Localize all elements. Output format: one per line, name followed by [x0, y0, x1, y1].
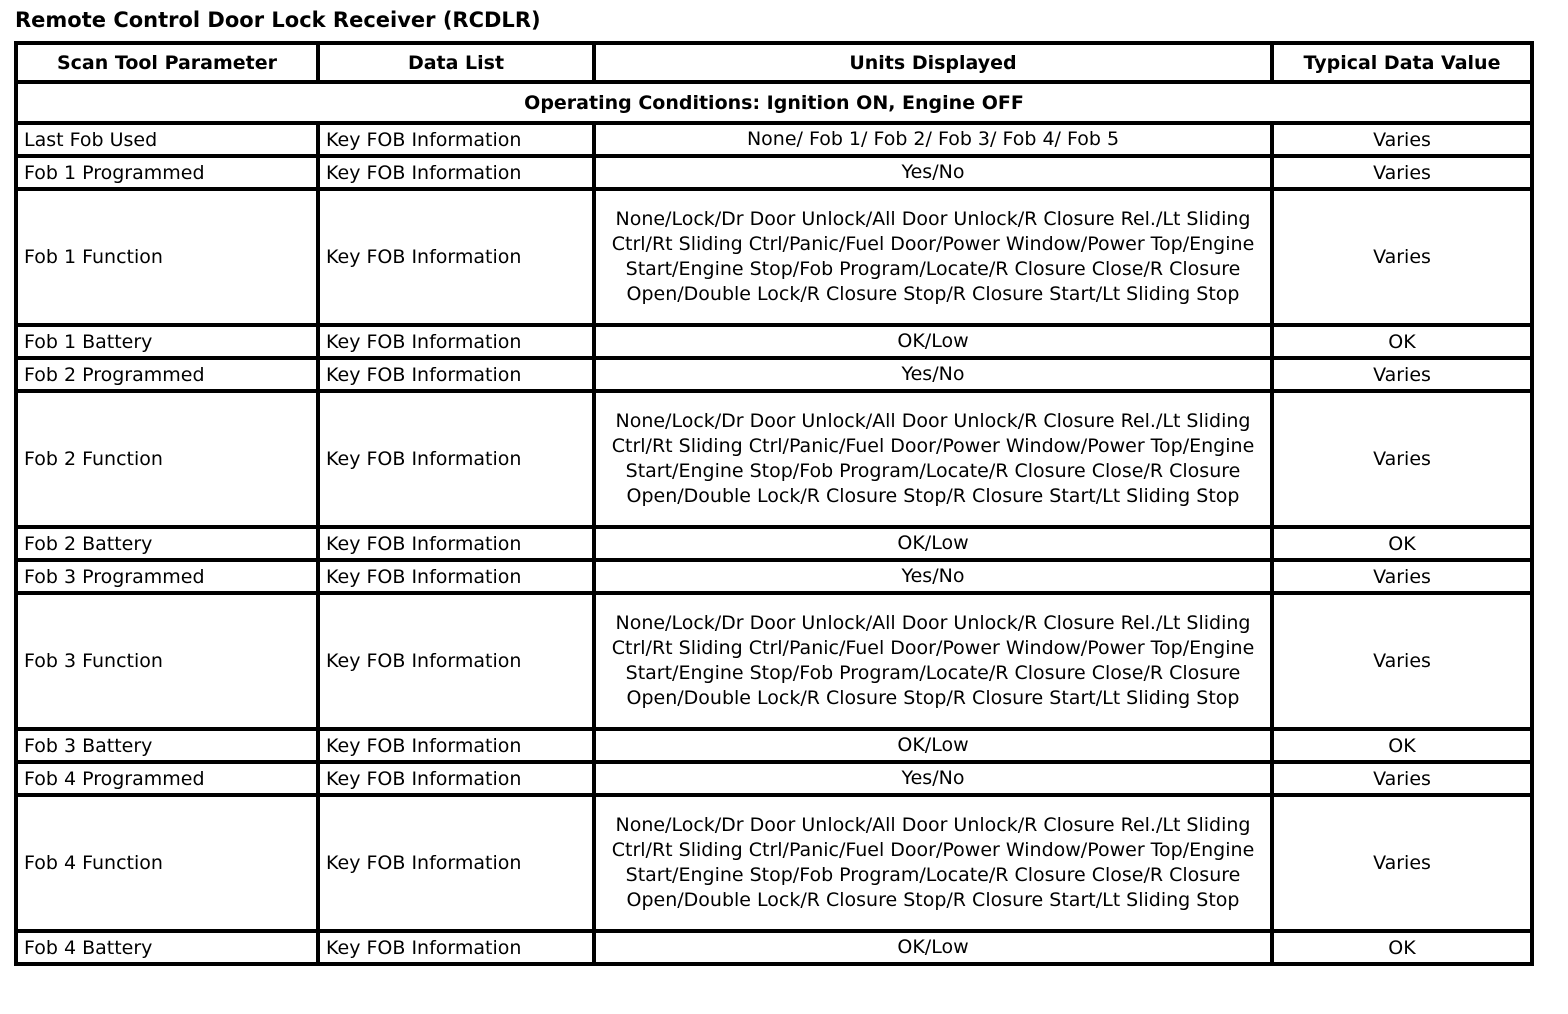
cell-scan-tool-parameter: Fob 4 Function [16, 795, 318, 931]
table-row [16, 325, 1532, 358]
cell-data-list: Key FOB Information [318, 156, 594, 189]
cell-units-displayed [594, 593, 1272, 729]
cell-data-list: Key FOB Information [318, 729, 594, 762]
table-row [16, 931, 1532, 964]
column-header-scan-tool-parameter: Scan Tool Parameter [16, 43, 318, 82]
table-header-row [16, 43, 1532, 82]
cell-units-displayed-text: Yes/No [901, 565, 965, 587]
cell-typical-data-value: Varies [1272, 560, 1532, 593]
cell-scan-tool-parameter: Last Fob Used [16, 123, 318, 156]
cell-units-displayed-text: Yes/No [901, 161, 965, 183]
cell-scan-tool-parameter: Fob 2 Programmed [16, 358, 318, 391]
cell-units-displayed [594, 795, 1272, 931]
column-header-typical-data-value: Typical Data Value [1272, 43, 1532, 82]
table-row [16, 189, 1532, 325]
table-row [16, 156, 1532, 189]
cell-units-displayed-text: None/Lock/Dr Door Unlock/All Door Unlock/R Closure Rel./Lt Sliding Ctrl/Rt Sliding Ctrl/Panic/Fuel Door/Power Window/Power Top/Engine Start/Engine Stop/Fob Program/Locate/R Closure Close/R Closure Open/Double Lock/R Closure Stop/R Closure Start/Lt Sliding Stop [611, 410, 1255, 507]
cell-data-list: Key FOB Information [318, 325, 594, 358]
cell-scan-tool-parameter: Fob 3 Function [16, 593, 318, 729]
rcdlr-parameter-table [14, 41, 1534, 966]
cell-units-displayed-text: Yes/No [901, 767, 965, 789]
cell-scan-tool-parameter: Fob 2 Battery [16, 527, 318, 560]
cell-scan-tool-parameter: Fob 4 Battery [16, 931, 318, 964]
cell-data-list: Key FOB Information [318, 795, 594, 931]
cell-units-displayed-text: OK/Low [897, 734, 969, 756]
cell-data-list: Key FOB Information [318, 931, 594, 964]
cell-units-displayed [594, 527, 1272, 560]
cell-scan-tool-parameter: Fob 3 Battery [16, 729, 318, 762]
cell-units-displayed-text: OK/Low [897, 330, 969, 352]
table-row [16, 729, 1532, 762]
cell-scan-tool-parameter: Fob 4 Programmed [16, 762, 318, 795]
cell-typical-data-value: Varies [1272, 762, 1532, 795]
cell-typical-data-value: Varies [1272, 123, 1532, 156]
cell-units-displayed [594, 931, 1272, 964]
table-header [16, 43, 1532, 123]
operating-conditions-text: Operating Conditions: Ignition ON, Engine OFF [16, 82, 1532, 123]
cell-data-list: Key FOB Information [318, 560, 594, 593]
cell-scan-tool-parameter: Fob 3 Programmed [16, 560, 318, 593]
operating-conditions-row [16, 82, 1532, 123]
cell-data-list: Key FOB Information [318, 391, 594, 527]
cell-scan-tool-parameter: Fob 1 Battery [16, 325, 318, 358]
cell-typical-data-value: OK [1272, 931, 1532, 964]
table-row [16, 762, 1532, 795]
cell-units-displayed-text: None/Lock/Dr Door Unlock/All Door Unlock/R Closure Rel./Lt Sliding Ctrl/Rt Sliding Ctrl/Panic/Fuel Door/Power Window/Power Top/Engine Start/Engine Stop/Fob Program/Locate/R Closure Close/R Closure Open/Double Lock/R Closure Stop/R Closure Start/Lt Sliding Stop [611, 208, 1255, 305]
cell-units-displayed-text: None/Lock/Dr Door Unlock/All Door Unlock/R Closure Rel./Lt Sliding Ctrl/Rt Sliding Ctrl/Panic/Fuel Door/Power Window/Power Top/Engine Start/Engine Stop/Fob Program/Locate/R Closure Close/R Closure Open/Double Lock/R Closure Stop/R Closure Start/Lt Sliding Stop [611, 612, 1255, 709]
cell-data-list: Key FOB Information [318, 123, 594, 156]
cell-units-displayed-text: OK/Low [897, 532, 969, 554]
table-row [16, 795, 1532, 931]
cell-units-displayed [594, 189, 1272, 325]
cell-units-displayed [594, 391, 1272, 527]
table-row [16, 560, 1532, 593]
table-row [16, 391, 1532, 527]
cell-typical-data-value: Varies [1272, 795, 1532, 931]
table-row [16, 527, 1532, 560]
table-row [16, 593, 1532, 729]
cell-units-displayed [594, 123, 1272, 156]
cell-units-displayed [594, 762, 1272, 795]
cell-typical-data-value: Varies [1272, 391, 1532, 527]
cell-units-displayed [594, 358, 1272, 391]
cell-data-list: Key FOB Information [318, 762, 594, 795]
cell-units-displayed [594, 729, 1272, 762]
cell-data-list: Key FOB Information [318, 593, 594, 729]
column-header-data-list: Data List [318, 43, 594, 82]
cell-scan-tool-parameter: Fob 1 Programmed [16, 156, 318, 189]
table-row [16, 123, 1532, 156]
cell-typical-data-value: OK [1272, 527, 1532, 560]
cell-units-displayed [594, 560, 1272, 593]
table-row [16, 358, 1532, 391]
cell-scan-tool-parameter: Fob 2 Function [16, 391, 318, 527]
cell-typical-data-value: Varies [1272, 156, 1532, 189]
cell-data-list: Key FOB Information [318, 189, 594, 325]
cell-typical-data-value: OK [1272, 729, 1532, 762]
cell-units-displayed [594, 325, 1272, 358]
cell-typical-data-value: Varies [1272, 358, 1532, 391]
cell-units-displayed [594, 156, 1272, 189]
cell-units-displayed-text: OK/Low [897, 936, 969, 958]
column-header-units-displayed: Units Displayed [594, 43, 1272, 82]
cell-units-displayed-text: None/ Fob 1/ Fob 2/ Fob 3/ Fob 4/ Fob 5 [746, 128, 1120, 150]
cell-units-displayed-text: Yes/No [901, 363, 965, 385]
cell-data-list: Key FOB Information [318, 527, 594, 560]
cell-data-list: Key FOB Information [318, 358, 594, 391]
cell-typical-data-value: Varies [1272, 593, 1532, 729]
cell-typical-data-value: OK [1272, 325, 1532, 358]
cell-units-displayed-text: None/Lock/Dr Door Unlock/All Door Unlock/R Closure Rel./Lt Sliding Ctrl/Rt Sliding Ctrl/Panic/Fuel Door/Power Window/Power Top/Engine Start/Engine Stop/Fob Program/Locate/R Closure Close/R Closure Open/Double Lock/R Closure Stop/R Closure Start/Lt Sliding Stop [611, 814, 1255, 911]
page-title: Remote Control Door Lock Receiver (RCDLR) [15, 8, 541, 32]
table-body [16, 123, 1532, 964]
cell-scan-tool-parameter: Fob 1 Function [16, 189, 318, 325]
cell-typical-data-value: Varies [1272, 189, 1532, 325]
